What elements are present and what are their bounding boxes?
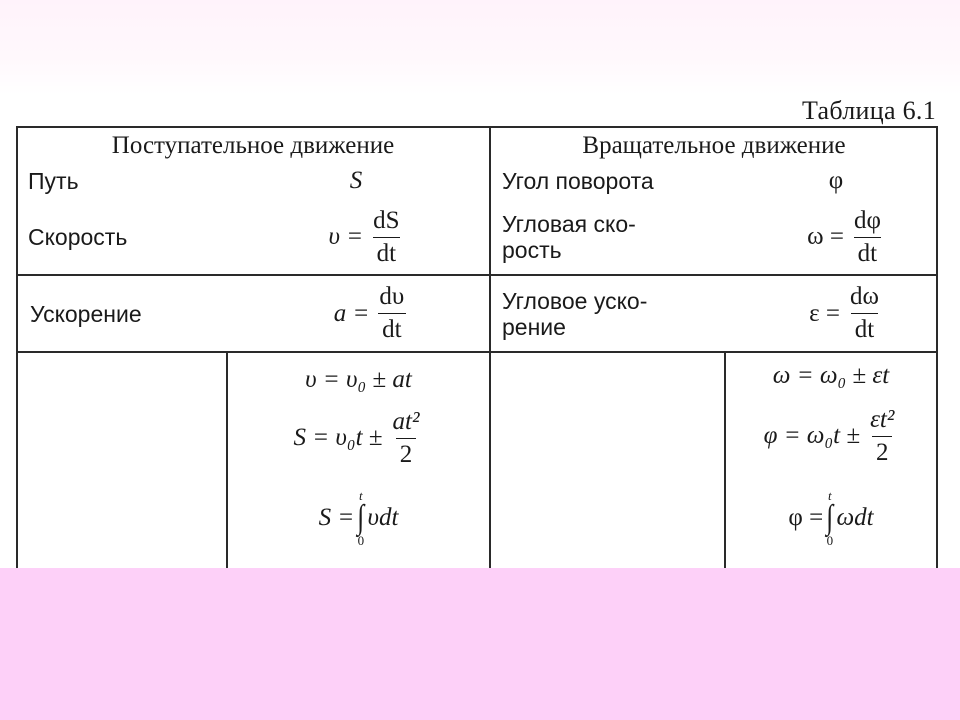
header-rotational: Вращательное движение [582, 132, 846, 159]
displacement-integral-body: υdt [367, 504, 399, 531]
integral-lower-limit: 0 [357, 533, 365, 548]
integral-upper-limit: t [359, 488, 363, 503]
acceleration-denominator: dt [378, 313, 405, 344]
row-divider [16, 351, 938, 353]
angle-integral-formula [726, 478, 936, 558]
displacement-law-numerator: at² [392, 407, 420, 435]
angular-acceleration-denominator: dt [851, 313, 878, 344]
angular-velocity-lhs: ω = [807, 223, 844, 250]
angle-integral-lhs: φ = [788, 504, 824, 531]
velocity-denominator: dt [373, 237, 400, 268]
angular-velocity-law-formula: ω = ω₀ ± εt [772, 362, 890, 389]
column-divider-center [489, 126, 491, 568]
integral-sign: t ∫ 0 [826, 488, 834, 548]
angular-acceleration-formula [786, 276, 906, 351]
angle-law-numerator: εt² [870, 405, 895, 433]
angular-acceleration-numerator: dω [849, 283, 879, 310]
acceleration-fraction [375, 283, 408, 344]
angular-acceleration-fraction [846, 283, 883, 344]
header-translational: Поступательное движение [111, 132, 395, 159]
angular-acceleration-lhs: ε = [809, 299, 840, 327]
row-label-angular-velocity: Угловая ско- рость [502, 211, 636, 263]
table-caption: Таблица 6.1 [802, 96, 936, 125]
integral-upper-limit: t [828, 488, 832, 503]
path-symbol: S [349, 167, 363, 194]
displacement-integral-formula [228, 480, 489, 556]
velocity-numerator: dS [373, 206, 400, 234]
integral-lower-limit: 0 [826, 533, 834, 548]
angle-law-fraction [866, 406, 898, 467]
acceleration-lhs: a = [333, 299, 370, 327]
velocity-fraction [369, 207, 403, 268]
integral-sign: t ∫ 0 [357, 488, 365, 548]
table-border-left [16, 126, 18, 568]
angular-velocity-formula [786, 200, 906, 274]
angular-velocity-numerator: dφ [853, 206, 881, 234]
displacement-law-formula [228, 402, 489, 474]
bottom-pink-band [0, 568, 960, 720]
displacement-integral-lhs: S = [318, 504, 355, 531]
table-border-right [936, 126, 938, 568]
angle-law-denominator: 2 [872, 436, 893, 467]
displacement-law-lhs: S = υ₀t ± [293, 424, 383, 451]
row-label-velocity: Скорость [28, 224, 128, 250]
displacement-law-denominator: 2 [396, 438, 417, 469]
row-label-acceleration: Ускорение [30, 300, 142, 327]
angle-symbol: φ [828, 167, 844, 194]
top-gradient-band [0, 0, 960, 95]
row-label-rotation-angle: Угол поворота [502, 168, 654, 194]
velocity-law-formula: υ = υ₀ ± at [305, 366, 412, 393]
kinematics-comparison-table [16, 126, 938, 568]
angular-velocity-denominator: dt [854, 237, 881, 268]
angle-law-lhs: φ = ω₀t ± [763, 422, 861, 449]
velocity-formula [306, 200, 426, 274]
acceleration-formula [311, 276, 431, 351]
angle-integral-body: ωdt [836, 504, 874, 531]
row-label-path: Путь [28, 168, 79, 194]
angle-law-formula [726, 398, 936, 474]
velocity-lhs: υ = [328, 223, 364, 250]
angular-velocity-fraction [850, 207, 885, 268]
acceleration-numerator: dυ [379, 283, 405, 310]
row-label-angular-acceleration: Угловое уско- рение [502, 287, 648, 340]
displacement-law-fraction [389, 408, 424, 469]
